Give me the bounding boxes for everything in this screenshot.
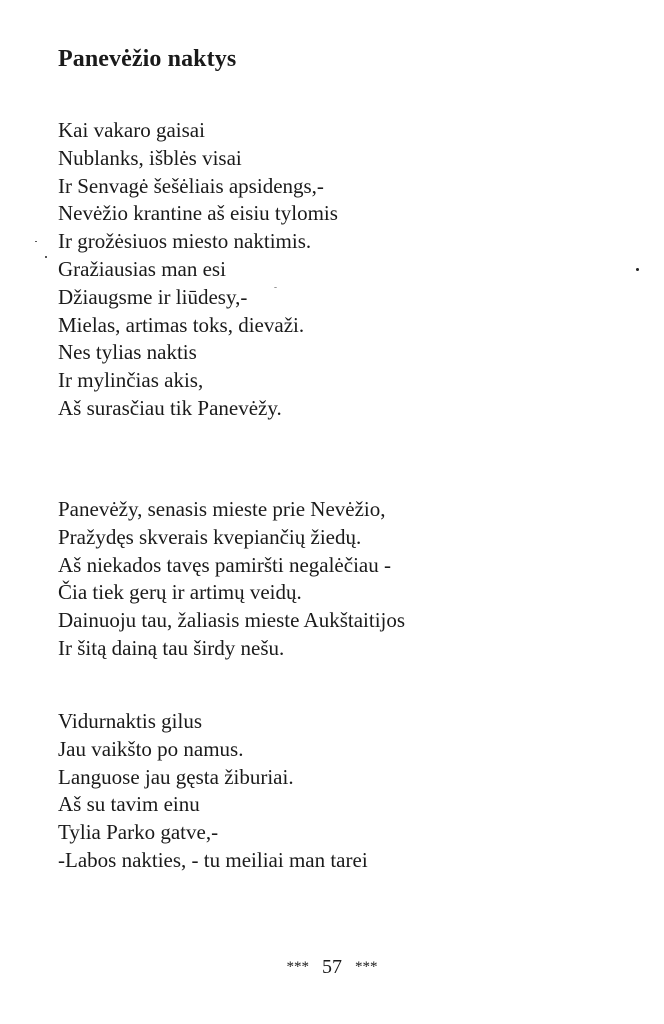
poem-line: Ir grožėsiuos miesto naktimis.: [58, 229, 312, 254]
page-number: 57: [322, 956, 342, 978]
poem-line: -Labos nakties, - tu meiliai man tarei: [58, 847, 368, 872]
poem-line: Kai vakaro gaisai: [58, 118, 205, 142]
poem-line: Čia tiek gerų ir artimų veidų.: [58, 580, 302, 605]
poem-line: Džiaugsme ir liūdesy,-: [58, 284, 248, 309]
poem-line: Mielas, artimas toks, dievaži.: [58, 312, 305, 337]
stanza-3: [58, 708, 368, 875]
poem-line: Panevėžy, senasis mieste prie Nevėžio,: [58, 497, 386, 521]
poem-line: Ir Senvagė šešėliais apsidengs,-: [58, 173, 324, 198]
poem-line: Vidurnaktis gilus: [58, 709, 202, 733]
poem-line: Nes tylias naktis: [58, 340, 197, 365]
page-footer: [0, 954, 664, 980]
poem-title: Panevėžio naktys: [58, 46, 237, 72]
ornament-right: ***: [355, 959, 378, 975]
poem-line: Aš surasčiau tik Panevėžy.: [58, 395, 282, 420]
poem-line: Nevėžio krantine aš eisiu tylomis: [58, 201, 338, 226]
poem-line: Dainuoju tau, žaliasis mieste Aukštaitijos: [58, 608, 406, 633]
scan-speck: [274, 287, 277, 288]
scan-speck: [45, 256, 47, 258]
ornament-left: ***: [286, 959, 309, 975]
poem-line: Jau vaikšto po namus.: [58, 736, 244, 761]
poem-line: Tylia Parko gatve,-: [58, 820, 219, 845]
stanza-1: [58, 117, 338, 423]
poem-line: Pražydęs skverais kvepiančių žiedų.: [58, 524, 362, 549]
poem-line: Aš niekados tavęs pamiršti negalėčiau -: [58, 552, 391, 577]
poem-line: Nublanks, išblės visai: [58, 145, 242, 170]
scan-speck: [35, 241, 37, 242]
poem-line: Ir mylinčias akis,: [58, 368, 204, 393]
poem-line: Gražiausias man esi: [58, 256, 226, 281]
scan-speck: [636, 268, 639, 271]
poem-line: Aš su tavim einu: [58, 792, 200, 817]
stanza-2: [58, 496, 405, 663]
poem-line: Languose jau gęsta žiburiai.: [58, 764, 294, 789]
poem-line: Ir šitą dainą tau širdy nešu.: [58, 635, 285, 660]
